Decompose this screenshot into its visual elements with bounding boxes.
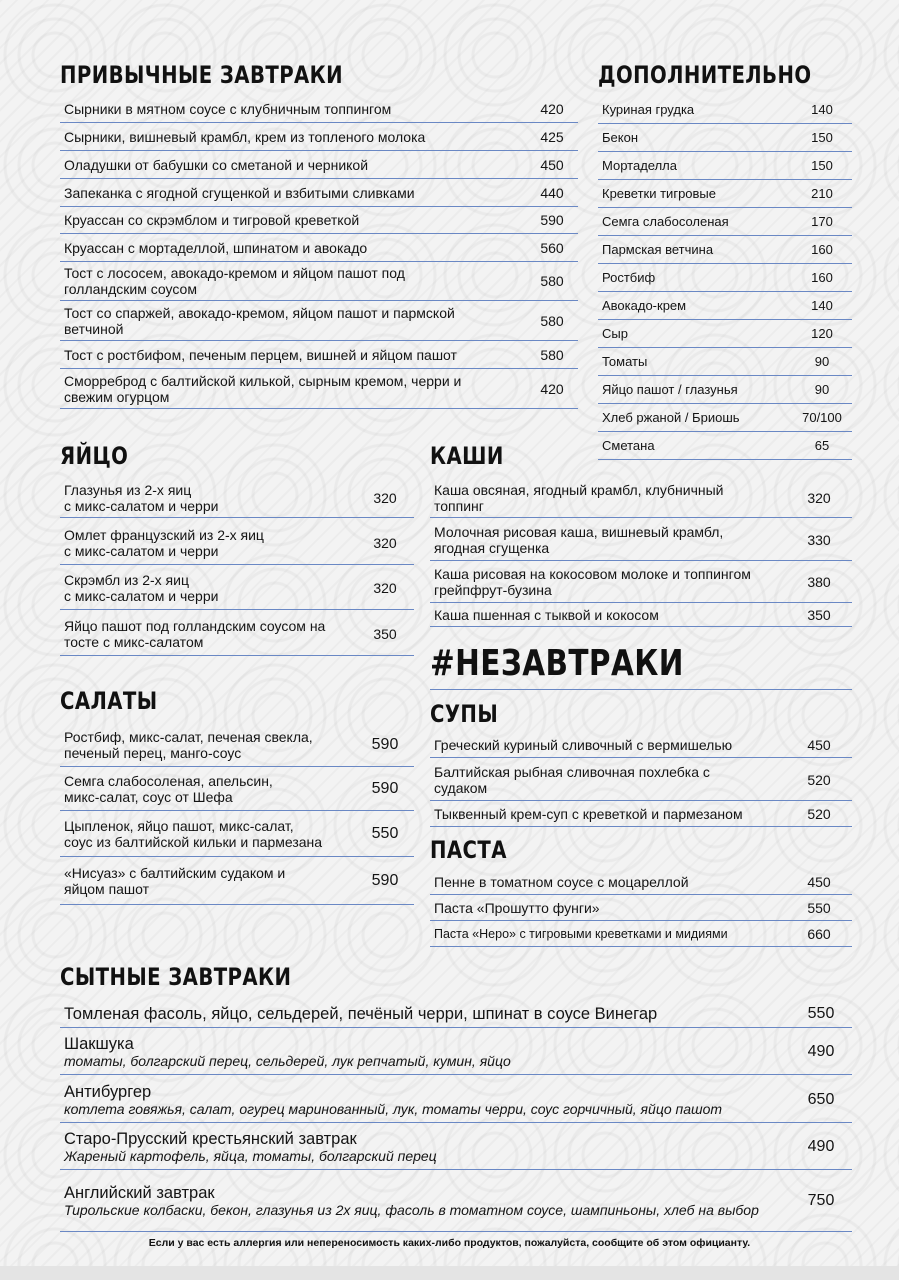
- item-price: 590: [540, 212, 564, 228]
- item-name-line2: грейпфрут-бузина: [434, 582, 552, 598]
- item-price: 750: [807, 1192, 835, 1209]
- item-name-line2: ягодная сгущенка: [434, 539, 550, 556]
- item-name: [430, 566, 786, 598]
- item-name-line2: микс-салат, соус от Шефа: [64, 789, 233, 805]
- item-name: Тост с лососем, авокадо-кремом и яйцом пашот под голландским соусом: [64, 265, 405, 297]
- section-supy: [430, 697, 852, 829]
- item-name-line1: Ростбиф, микс-салат, печеная свекла,: [64, 729, 313, 745]
- item-price: 550: [807, 899, 831, 916]
- item-name-line1: Омлет французский из 2-х яиц: [64, 526, 264, 543]
- item-name: [60, 773, 356, 805]
- section-title: ПАСТА: [430, 836, 507, 864]
- item-name-line1: Скрэмбл из 2-х яиц: [64, 572, 189, 588]
- section-title: ЯЙЦО: [60, 442, 129, 470]
- menu-item: [60, 612, 414, 656]
- item-price: 450: [540, 156, 564, 173]
- menu-item: [598, 292, 852, 320]
- item-name: Тыквенный крем-суп с креветкой и пармезаном: [434, 805, 743, 822]
- item-price: 520: [807, 771, 831, 788]
- item-price: 490: [807, 1043, 835, 1060]
- menu-item: [598, 236, 852, 264]
- item-name: [60, 572, 356, 604]
- item-name: Запеканка с ягодной сгущенкой и взбитыми сливками: [64, 184, 415, 201]
- section-sytnye-zavtraki: [60, 960, 852, 1232]
- item-name: [430, 482, 786, 514]
- page-bottom-edge: [0, 1266, 899, 1280]
- item-price: 140: [811, 297, 833, 313]
- menu-item: [60, 123, 578, 151]
- item-name-line2: яйцом пашот: [64, 881, 150, 897]
- menu-item: [598, 404, 852, 432]
- item-price: 320: [373, 534, 397, 551]
- item-name: Пенне в томатном соусе с моцареллой: [434, 873, 689, 890]
- menu-item: [60, 478, 414, 518]
- item-name: Круассан со скрэмблом и тигровой креветкой: [64, 212, 360, 228]
- menu-item: [60, 724, 414, 767]
- item-price: 320: [373, 580, 397, 596]
- item-name: Сыр: [602, 325, 628, 341]
- item-name: Бекон: [602, 129, 639, 145]
- section-yaitso: [60, 439, 414, 659]
- menu-item: [60, 341, 578, 369]
- item-name-line1: Цыпленок, яйцо пашот, микс-салат,: [64, 818, 294, 834]
- menu-item: [430, 801, 852, 827]
- item-name: Сморреброд с балтийской килькой, сырным кремом, черри и свежим огурцом: [64, 372, 462, 405]
- item-price: 140: [811, 101, 833, 117]
- item-name: Сырники, вишневый крамбл, крем из топленого молока: [64, 128, 426, 145]
- item-name: [60, 865, 356, 897]
- item-description: Жареный картофель, яйца, томаты, болгарский перец: [64, 1147, 437, 1164]
- menu-item: [60, 812, 414, 857]
- item-price: 420: [540, 101, 564, 117]
- menu-item: [430, 519, 852, 561]
- menu-item: [598, 208, 852, 236]
- item-name: [60, 818, 356, 850]
- section-title: ДОПОЛНИТЕЛЬНО: [598, 61, 812, 89]
- item-name-line2: с микс-салатом и черри: [64, 588, 219, 604]
- item-price: 580: [540, 273, 564, 289]
- menu-item: [60, 369, 578, 409]
- item-price: 440: [540, 184, 564, 201]
- section-dopolnitelno: [598, 58, 852, 460]
- item-name: Томленая фасоль, яйцо, сельдерей, печёный черри, шпинат в соусе Винегар: [64, 1004, 658, 1023]
- item-name: [60, 1083, 790, 1117]
- item-price: 90: [814, 381, 830, 397]
- item-name: Круассан с мортаделлой, шпинатом и авокадо: [64, 239, 368, 256]
- menu-item: [60, 1000, 852, 1028]
- item-price: 425: [540, 128, 564, 145]
- item-price: 350: [373, 625, 397, 642]
- item-name: [60, 1184, 790, 1218]
- item-price: 590: [371, 736, 399, 753]
- menu-item: [60, 262, 578, 301]
- item-name: [60, 1035, 790, 1069]
- menu-item: [598, 376, 852, 404]
- item-price: 580: [540, 346, 564, 363]
- section-title: САЛАТЫ: [60, 687, 158, 715]
- item-name: Греческий куриный сливочный с вермишелью: [434, 737, 733, 753]
- item-price: 580: [540, 312, 564, 329]
- menu-item: [430, 921, 852, 947]
- item-price: 210: [811, 185, 833, 201]
- item-name-line2: тосте с микс-салатом: [64, 633, 204, 650]
- menu-item: [430, 759, 852, 801]
- item-description: котлета говяжья, салат, огурец маринованный, лук, томаты черри, соус горчичный, яйцо пашот: [64, 1100, 723, 1117]
- item-name: [430, 764, 786, 796]
- divider: [430, 689, 852, 690]
- item-price: 590: [371, 780, 399, 797]
- item-price: 450: [807, 737, 831, 753]
- item-name: [60, 1130, 790, 1164]
- menu-item: [60, 234, 578, 262]
- menu-item: [430, 895, 852, 921]
- item-price: 420: [540, 380, 564, 397]
- item-price: 560: [540, 239, 564, 256]
- item-name: Тост со спаржей, авокадо-кремом, яйцом пашот и пармской ветчиной: [64, 304, 455, 337]
- menu-item: [60, 1030, 852, 1075]
- item-price: 450: [807, 873, 831, 890]
- item-name: [60, 729, 356, 761]
- menu-item: [60, 521, 414, 565]
- item-price: 650: [807, 1090, 835, 1108]
- item-name: [430, 524, 786, 556]
- section-kashi: [430, 439, 852, 627]
- item-name-line2: с микс-салатом и черри: [64, 542, 219, 559]
- item-price: 350: [807, 606, 831, 623]
- item-price: 330: [807, 531, 831, 548]
- item-title: Старо-Прусский крестьянский завтрак: [64, 1129, 357, 1148]
- item-name: Яйцо пашот / глазунья: [602, 381, 738, 397]
- item-name: Куриная грудка: [602, 101, 695, 117]
- item-price: 170: [811, 213, 833, 229]
- menu-item: [598, 96, 852, 124]
- section-title: СЫТНЫЕ ЗАВТРАКИ: [60, 963, 292, 991]
- item-name: Хлеб ржаной / Бриошь: [602, 409, 740, 425]
- item-name-line1: Каша овсяная, ягодный крамбл, клубничный: [434, 481, 724, 498]
- section-nezavtraki: [430, 642, 852, 692]
- item-name-line1: «Нисуаз» с балтийским судаком и: [64, 865, 286, 881]
- item-price: 90: [814, 353, 830, 369]
- item-price: 150: [811, 157, 833, 173]
- item-name: Сырники в мятном соусе с клубничным топпингом: [64, 101, 392, 117]
- item-name: [60, 618, 356, 650]
- menu-item: [430, 478, 852, 518]
- menu-item: [430, 869, 852, 895]
- section-salaty: [60, 684, 414, 906]
- item-price: 160: [811, 241, 833, 257]
- section-pasta: [430, 833, 852, 947]
- item-name: Оладушки от бабушки со сметаной и черникой: [64, 156, 369, 173]
- item-name-line2: соус из балтийской кильки и пармезана: [64, 834, 323, 850]
- item-name-line2: печеный перец, манго-соус: [64, 745, 242, 761]
- item-description: томаты, болгарский перец, сельдерей, лук репчатый, кумин, яйцо: [64, 1053, 511, 1069]
- item-name-line2: топпинг: [434, 497, 484, 514]
- menu-item: [60, 179, 578, 207]
- menu-item: [598, 124, 852, 152]
- item-name-line1: Балтийская рыбная сливочная похлебка с: [434, 763, 710, 780]
- menu-item: [60, 1077, 852, 1123]
- item-price: 380: [807, 574, 831, 590]
- item-name-line1: Глазунья из 2-х яиц: [64, 481, 192, 498]
- item-title: Английский завтрак: [64, 1184, 215, 1202]
- menu-item: [60, 768, 414, 811]
- menu-item: [60, 301, 578, 341]
- section-privychnye-zavtraki: [60, 58, 578, 410]
- item-name: Паста «Неро» с тигровыми креветками и мидиями: [434, 926, 728, 941]
- section-title: ПРИВЫЧНЫЕ ЗАВТРАКИ: [60, 61, 344, 89]
- section-title: КАШИ: [430, 442, 504, 470]
- menu-item: [430, 603, 852, 627]
- item-name: Семга слабосоленая: [602, 213, 729, 229]
- menu-item: [598, 348, 852, 376]
- item-title: Антибургер: [64, 1082, 152, 1101]
- menu-item: [60, 207, 578, 234]
- menu-item: [60, 1171, 852, 1232]
- item-price: 550: [807, 1004, 835, 1022]
- menu-item: [598, 152, 852, 180]
- menu-item: [60, 1124, 852, 1170]
- item-price: 70/100: [802, 409, 842, 425]
- item-price: 160: [811, 269, 833, 285]
- item-name: Паста «Прошутто фунги»: [434, 899, 600, 916]
- section-title-big: #НЕЗАВТРАКИ: [430, 643, 684, 684]
- item-price: 320: [373, 489, 397, 506]
- menu-item: [60, 96, 578, 123]
- item-name: Тост с ростбифом, печеным перцем, вишней и яйцом пашот: [64, 346, 457, 363]
- menu-item: [60, 151, 578, 179]
- item-name-line1: Молочная рисовая каша, вишневый крамбл,: [434, 523, 724, 540]
- item-name: [60, 527, 356, 559]
- item-title: Шакшука: [64, 1035, 134, 1053]
- item-name: Томаты: [602, 353, 648, 369]
- item-name: Авокадо-крем: [602, 297, 687, 313]
- item-name-line2: с микс-салатом и черри: [64, 497, 219, 514]
- item-name: Сметана: [602, 437, 655, 453]
- menu-item: [60, 858, 414, 905]
- item-name: Пармская ветчина: [602, 241, 714, 257]
- item-description: Тирольские колбаски, бекон, глазунья из 2х яиц, фасоль в томатном соусе, шампиньоны, хлеб на выбор: [64, 1202, 759, 1218]
- item-name-line2: судаком: [434, 779, 488, 796]
- item-name: Ростбиф: [602, 269, 656, 285]
- item-name: [60, 482, 356, 514]
- item-name-line1: Каша рисовая на кокосовом молоке и топпингом: [434, 566, 751, 582]
- section-title: СУПЫ: [430, 700, 499, 728]
- item-name: Мортаделла: [602, 157, 677, 173]
- menu-item: [60, 567, 414, 610]
- item-price: 550: [371, 825, 399, 842]
- menu-item: [598, 180, 852, 208]
- menu-item: [598, 264, 852, 292]
- item-name: Каша пшенная с тыквой и кокосом: [434, 606, 659, 623]
- menu-item: [598, 320, 852, 348]
- item-name: Креветки тигровые: [602, 185, 717, 201]
- item-price: 490: [807, 1137, 835, 1155]
- allergy-note: Если у вас есть аллергия или непереносимость каких-либо продуктов, пожалуйста, сообщите об этом официанту.: [148, 1237, 751, 1249]
- menu-item: [430, 733, 852, 758]
- item-price: 120: [811, 325, 833, 341]
- item-price: 590: [371, 872, 399, 889]
- item-price: 660: [807, 925, 831, 942]
- item-price: 65: [814, 437, 830, 453]
- item-name-line1: Семга слабосоленая, апельсин,: [64, 773, 273, 789]
- menu-item: [430, 562, 852, 603]
- item-price: 520: [807, 805, 831, 822]
- item-price: 320: [807, 489, 831, 506]
- item-price: 150: [811, 129, 833, 145]
- item-name-line1: Яйцо пашот под голландским соусом на: [64, 617, 326, 634]
